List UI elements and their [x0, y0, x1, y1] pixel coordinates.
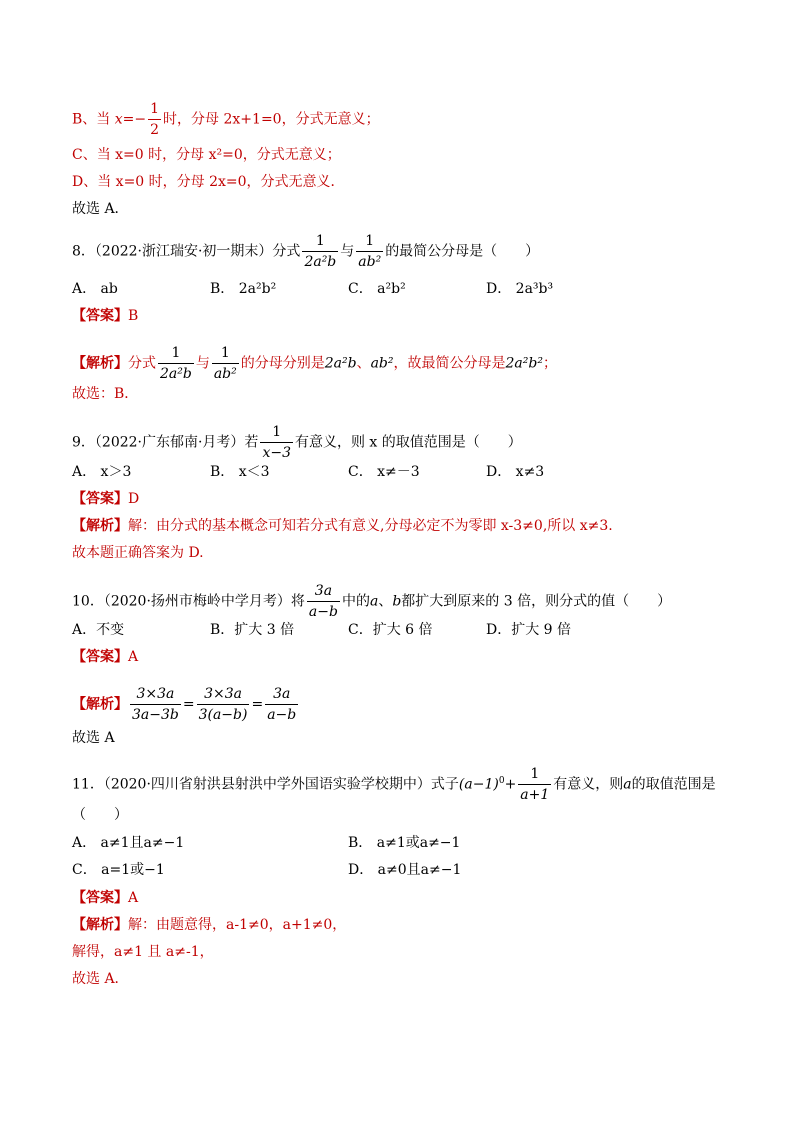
- q11-option-b: B． a≠1或a≠−1: [348, 835, 461, 851]
- q8-analysis-d2: ab²: [370, 355, 394, 372]
- q9-analysis-text: 解：由分式的基本概念可知若分式有意义,分母必定不为零即 x-3≠0,所以 x≠3.: [128, 518, 613, 534]
- q9-conclusion: 故本题正确答案为 D.: [72, 545, 204, 561]
- q8-stem-suffix: 的最简公分母是（ ）: [385, 243, 540, 260]
- q9-stem-suffix: 有意义，则 x 的取值范围是（ ）: [294, 434, 522, 451]
- q8-option-d: D． 2a³b³: [486, 281, 554, 297]
- q9-answer-tag: 【答案】: [72, 491, 128, 507]
- q8-answer: [72, 307, 138, 325]
- q11-solve: 解得，a≠1 且 a≠-1，: [72, 944, 214, 960]
- q11-fraction: [518, 765, 551, 804]
- q11-analysis-tag: 【解析】: [72, 917, 128, 933]
- q10-e1-denominator: 3a−3b: [130, 704, 181, 724]
- b-variable: x: [114, 111, 123, 128]
- q10-e3-denominator: a−b: [265, 704, 298, 724]
- q11-plus: +: [504, 776, 517, 793]
- b-end: ，分式无意义；: [281, 111, 380, 128]
- q8-stem: [72, 232, 539, 271]
- q10-equals-1: =: [182, 696, 195, 713]
- q9-answer: [72, 490, 139, 508]
- q8-af1-denominator: 2a²b: [158, 363, 194, 383]
- q10-option-c: C．扩大 6 倍: [348, 622, 433, 638]
- b-fraction-numerator: 1: [150, 101, 160, 117]
- q11-analysis-text: 解：由题意得，a-1≠0，a+1≠0，: [128, 917, 347, 933]
- q9-option-d: D． x≠3: [486, 464, 545, 480]
- b-expression: 2x+1=0: [223, 111, 282, 128]
- q9-answer-value: D: [128, 491, 140, 507]
- q10-option-a: A．不变: [72, 622, 125, 638]
- q9-option-b: B． x＜3: [210, 464, 270, 480]
- q8-analysis-fraction-2: [212, 344, 239, 383]
- b-fraction-denominator: 2: [148, 119, 161, 139]
- q10-e2-denominator: 3(a−b): [197, 704, 250, 724]
- q9-f-denominator: x−3: [260, 442, 293, 462]
- q9-option-c: C． x≠－3: [348, 464, 420, 480]
- q8-option-a: A． ab: [72, 281, 118, 297]
- q8-analysis-and: 与: [195, 355, 210, 372]
- q9-analysis-tag: 【解析】: [72, 518, 128, 534]
- q8-stem-prefix: 8．（2022·浙江瑞安·初一期末）分式: [72, 243, 301, 260]
- q8-f1-numerator: 1: [315, 233, 325, 249]
- q10-stem-mid: 中的: [341, 593, 370, 610]
- q8-answer-value: B: [128, 308, 139, 324]
- q11-power-exponent: 0: [498, 775, 505, 786]
- q8-and: 与: [340, 243, 355, 260]
- q8-answer-tag: 【答案】: [72, 308, 128, 324]
- q8-analysis-sep: 、: [356, 355, 371, 372]
- q10-e3-numerator: 3a: [273, 686, 291, 702]
- option-b-explanation: [72, 100, 380, 139]
- q11-answer-tag: 【答案】: [72, 890, 128, 906]
- q10-var-b: b: [392, 593, 402, 610]
- q10-analysis: [72, 685, 300, 724]
- q10-e2-numerator: 3×3a: [204, 686, 242, 702]
- q9-fraction: [260, 423, 293, 462]
- q11-paren: （ ）: [72, 807, 128, 823]
- q8-f1-denominator: 2a²b: [302, 251, 338, 271]
- q8-af2-denominator: ab²: [212, 363, 239, 383]
- q11-stem-prefix: 11．（2020·四川省射洪县射洪中学外国语实验学校期中）式子: [72, 776, 459, 793]
- q8-analysis-mid: 的分母分别是: [240, 355, 325, 372]
- q8-f2-denominator: ab²: [356, 251, 383, 271]
- q8-analysis-result: 2a²b²: [505, 355, 543, 372]
- q10-stem: [72, 582, 671, 621]
- q10-stem-suffix: 都扩大到原来的 3 倍，则分式的值（ ）: [401, 593, 672, 610]
- q9-option-a: A． x＞3: [72, 464, 132, 480]
- q10-sep: 、: [378, 593, 393, 610]
- q10-var-a: a: [369, 593, 379, 610]
- q11-conclusion: 故选 A．: [72, 971, 129, 987]
- option-d-explanation: D、当 x=0 时，分母 2x=0，分式无意义．: [72, 174, 345, 190]
- q8-option-c: C． a²b²: [348, 281, 406, 297]
- b-mid: 时，分母: [163, 111, 224, 128]
- q8-analysis-prefix: 分式: [128, 355, 156, 372]
- q11-analysis: [72, 916, 346, 934]
- q9-f-numerator: 1: [272, 424, 282, 440]
- q11-stem: [72, 765, 716, 804]
- option-c-explanation: C、当 x=0 时，分母 x²=0，分式无意义；: [72, 147, 341, 163]
- q11-answer-value: A: [128, 890, 139, 906]
- q10-conclusion: 故选 A: [72, 730, 115, 746]
- b-fraction: [148, 100, 161, 139]
- q10-expr-2: [197, 685, 250, 724]
- q10-e1-numerator: 3×3a: [136, 686, 175, 702]
- q9-stem-prefix: 9．（2022·广东郁南·月考）若: [72, 434, 259, 451]
- q8-analysis: [72, 344, 557, 383]
- q10-option-d: D．扩大 9 倍: [486, 622, 572, 638]
- q10-equals-2: =: [251, 696, 264, 713]
- q10-fraction: [307, 582, 340, 621]
- q9-stem: [72, 423, 522, 462]
- q10-answer-value: A: [128, 649, 139, 665]
- q10-f-denominator: a−b: [307, 601, 340, 621]
- q11-var-a: a: [623, 776, 632, 793]
- q11-power-base: (a−1): [458, 776, 499, 793]
- q8-conclusion: 故选：B．: [72, 386, 139, 402]
- q8-fraction-1: [302, 232, 338, 271]
- q8-analysis-fraction-1: [158, 344, 194, 383]
- q8-fraction-2: [356, 232, 383, 271]
- b-equals: =−: [122, 111, 147, 128]
- q8-af1-numerator: 1: [171, 345, 181, 361]
- q8-option-b: B． 2a²b²: [210, 281, 277, 297]
- q11-answer: [72, 889, 138, 907]
- conclusion-prev: 故选 A．: [72, 201, 129, 217]
- q10-f-numerator: 3a: [314, 583, 333, 599]
- q10-answer-tag: 【答案】: [72, 649, 128, 665]
- q8-f2-numerator: 1: [365, 233, 375, 249]
- q10-analysis-tag: 【解析】: [72, 696, 128, 713]
- q11-option-c: C． a=1或−1: [72, 862, 165, 878]
- q8-analysis-tag: 【解析】: [72, 355, 128, 372]
- q11-f-numerator: 1: [530, 766, 540, 782]
- q9-analysis: [72, 517, 613, 535]
- b-prefix: B、当: [72, 111, 115, 128]
- q10-expr-3: [265, 685, 298, 724]
- q11-stem-end: 的取值范围是: [631, 776, 716, 793]
- q10-answer: [72, 648, 138, 666]
- q11-stem-post: 有意义，则: [553, 776, 624, 793]
- q8-analysis-post: ，故最简公分母是: [393, 355, 506, 372]
- q8-analysis-end: ；: [542, 355, 557, 372]
- q10-option-b: B．扩大 3 倍: [210, 622, 295, 638]
- q11-option-a: A． a≠1且a≠−1: [72, 835, 185, 851]
- q8-analysis-d1: 2a²b: [324, 355, 357, 372]
- q10-stem-prefix: 10．（2020·扬州市梅岭中学月考）将: [72, 593, 305, 610]
- q11-f-denominator: a+1: [518, 784, 551, 804]
- q10-expr-1: [130, 685, 181, 724]
- q11-option-d: D． a≠0且a≠−1: [348, 862, 462, 878]
- q8-af2-numerator: 1: [220, 345, 230, 361]
